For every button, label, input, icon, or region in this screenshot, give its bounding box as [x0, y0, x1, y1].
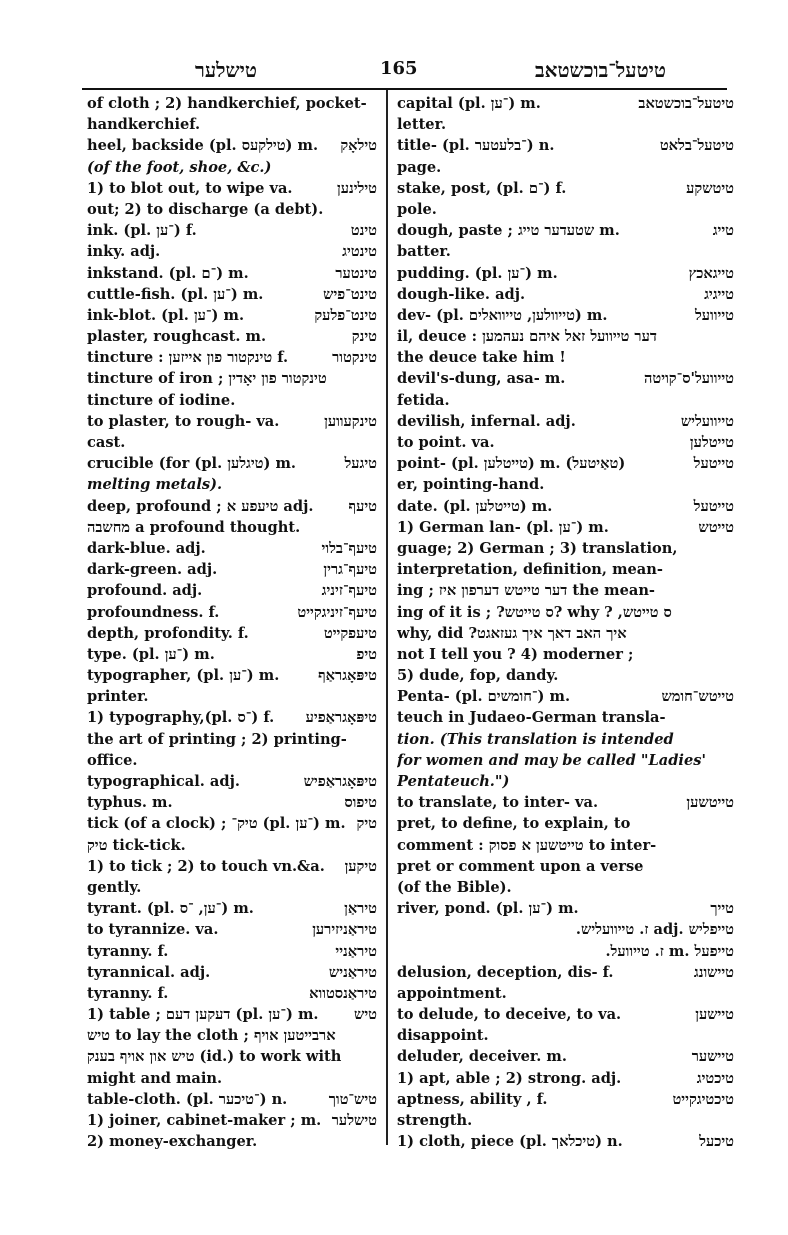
entry-text: comment : טייטשען א פסוק to inter-: [397, 836, 657, 854]
entry-text: טיק tick-tick.: [87, 836, 186, 854]
entry-line: [87, 114, 377, 135]
entry-line: [87, 368, 377, 389]
headword: טינט: [350, 222, 377, 240]
entry-text: typographical. adj.: [87, 773, 240, 790]
right-column: [397, 93, 734, 1152]
headword: טינט־פיש: [323, 285, 377, 303]
entry-line: [87, 707, 377, 728]
entry-line: [87, 93, 377, 114]
entry-line: [87, 983, 377, 1004]
entry-text: river, pond. (pl. ־ען) m.: [397, 900, 579, 918]
headword: טיישען: [695, 1006, 734, 1024]
entry-text: deep, profound ; טיעפע א adj.: [87, 497, 314, 515]
headword: טיראַניי: [335, 942, 377, 960]
entry-line: [87, 729, 377, 750]
entry-line: [397, 686, 734, 707]
entry-text: 1) German lan- (pl. ־ען) m.: [397, 518, 609, 536]
entry-text: fetida.: [397, 391, 450, 409]
headword: טייפליש .adj ז. טייוועליש.: [575, 921, 734, 939]
entry-text: Pentateuch."): [397, 773, 510, 790]
entry-line: [397, 432, 734, 453]
entry-text: aptness, ability , f.: [397, 1090, 548, 1108]
entry-line: [397, 835, 734, 856]
headword: טיכעל: [699, 1133, 734, 1151]
entry-text: handkerchief.: [87, 116, 201, 134]
entry-line: [397, 284, 734, 305]
entry-line: [397, 1004, 734, 1025]
entry-text: strength.: [397, 1112, 473, 1129]
entry-line: [397, 1089, 734, 1110]
entry-text: ing of it is ; ?ס טייטש? why ? ,ס טייטש: [397, 603, 672, 621]
entry-line: [87, 644, 377, 665]
entry-text: tincture of iodine.: [87, 391, 236, 409]
entry-text: capital (pl. ־ען) m.: [397, 95, 541, 112]
entry-text: 1) cloth, piece (pl. טיכלאך) n.: [397, 1133, 623, 1151]
entry-line: [397, 220, 734, 241]
entry-line: [397, 559, 734, 580]
entry-text: tyrannical. adj.: [87, 963, 211, 981]
column-divider: [386, 90, 388, 1145]
entry-line: [397, 771, 734, 792]
entry-line: [397, 962, 734, 983]
entry-line: [397, 856, 734, 877]
entry-text: 1) to blot out, to wipe va.: [87, 179, 293, 197]
entry-line: [397, 199, 734, 220]
entry-line: [87, 771, 377, 792]
entry-line: [87, 199, 377, 220]
headword: טיראַנסטווא: [309, 984, 377, 1002]
entry-text: 5) dude, fop, dandy.: [397, 667, 559, 685]
entry-line: [397, 474, 734, 495]
entry-line: [87, 1004, 377, 1025]
entry-line: [87, 665, 377, 686]
entry-text: 1) apt, able ; 2) strong. adj.: [397, 1069, 622, 1087]
entry-text: typhus. m.: [87, 794, 173, 812]
entry-text: il, deuce : דער טייוועל זאל איהם נעהמען: [397, 328, 657, 346]
entry-line: [87, 135, 377, 156]
entry-line: [397, 580, 734, 601]
headword: טיעף־גרין: [323, 561, 377, 579]
entry-line: [87, 241, 377, 262]
headword: טייוועל: [694, 306, 734, 324]
entry-text: טיש און אויף בענק (id.) to work with: [87, 1048, 342, 1066]
entry-text: deluder, deceiver. m.: [397, 1048, 567, 1066]
entry-line: [87, 919, 377, 940]
entry-line: [87, 623, 377, 644]
entry-text: the art of printing ; 2) printing-: [87, 730, 347, 748]
headword: טיעף־זיניג: [321, 582, 377, 600]
entry-text: plaster, roughcast. m.: [87, 328, 267, 346]
entry-text: pole.: [397, 200, 437, 218]
headword: טייטשען: [686, 794, 734, 812]
entry-line: [397, 729, 734, 750]
entry-line: [397, 326, 734, 347]
headword: טייוועליש: [680, 412, 734, 430]
entry-text: might and main.: [87, 1069, 223, 1087]
entry-text: letter.: [397, 116, 447, 134]
entry-text: why, did ?איך האב דאך איך געזאגט: [397, 624, 627, 642]
entry-text: not I tell you ? 4) moderner ;: [397, 645, 634, 663]
entry-text: dough-like. adj.: [397, 285, 526, 303]
entry-text: profound. adj.: [87, 582, 203, 600]
headword: טינט־פלעק: [314, 306, 377, 324]
entry-line: [397, 813, 734, 834]
entry-text: interpretation, definition, mean-: [397, 561, 663, 579]
entry-line: [87, 432, 377, 453]
entry-text: 2) money-exchanger.: [87, 1133, 258, 1151]
headword: טיעף: [348, 497, 377, 515]
entry-line: [397, 877, 734, 898]
entry-line: [397, 898, 734, 919]
entry-text: printer.: [87, 688, 149, 706]
entry-text: to point. va.: [397, 434, 495, 451]
entry-line: [87, 347, 377, 368]
entry-line: [397, 114, 734, 135]
headword: טינטער: [335, 264, 377, 282]
entry-line: [87, 496, 377, 517]
headword: טיעף־בלוי: [321, 539, 377, 557]
entry-line: [87, 898, 377, 919]
entry-text: (of the foot, shoe, &c.): [87, 158, 272, 176]
entry-line: [87, 326, 377, 347]
headword: טיטעל־בוכשטאב: [638, 95, 734, 112]
headword: טיראַניזירען: [312, 921, 377, 939]
entry-line: [87, 263, 377, 284]
entry-line: [397, 347, 734, 368]
entry-text: ink-blot. (pl. ־ען) m.: [87, 306, 245, 324]
headword: טייטלען: [689, 434, 734, 451]
entry-line: [397, 368, 734, 389]
entry-line: [87, 284, 377, 305]
entry-text: type. (pl. ־ען) m.: [87, 645, 215, 663]
entry-line: [87, 877, 377, 898]
entry-line: [397, 1025, 734, 1046]
headword: טייוועל'ס־קויטה: [644, 370, 734, 388]
entry-text: 1) typography,(pl. ־ס) f.: [87, 709, 275, 727]
entry-line: [397, 496, 734, 517]
entry-line: [397, 665, 734, 686]
entry-line: [87, 559, 377, 580]
entry-text: for women and may be called "Ladies': [397, 751, 706, 769]
entry-line: [87, 792, 377, 813]
entry-line: [87, 517, 377, 538]
entry-text: profoundness. f.: [87, 603, 220, 621]
entry-text: inkstand. (pl. ־ם) m.: [87, 264, 249, 282]
entry-text: tincture of iron ; טינקטור פון יאָדין: [87, 370, 327, 388]
headword: טילינען: [336, 179, 377, 197]
entry-line: [87, 813, 377, 834]
entry-text: devilish, infernal. adj.: [397, 412, 576, 430]
entry-line: [87, 1068, 377, 1089]
entry-text: pret or comment upon a verse: [397, 857, 644, 875]
headword: טייגאכץ: [688, 264, 734, 282]
headword: טייטעל: [693, 497, 734, 515]
entry-text: dough, paste ; שטעדער טייג m.: [397, 222, 620, 240]
entry-text: to translate, to inter- va.: [397, 794, 599, 812]
entry-line: [87, 453, 377, 474]
headword: טייגיג: [704, 285, 734, 303]
entry-text: date. (pl. טייטלען) m.: [397, 497, 553, 515]
entry-text: batter.: [397, 243, 451, 261]
entry-line: [87, 220, 377, 241]
entry-line: [397, 135, 734, 156]
entry-line: [87, 157, 377, 178]
headword: טינקטור: [332, 349, 377, 367]
entry-text: tion. (This translation is intended: [397, 730, 674, 748]
headword: טיכטיג: [696, 1069, 734, 1087]
headword: טישלער: [331, 1112, 377, 1129]
entry-line: [397, 983, 734, 1004]
entry-text: delusion, deception, dis- f.: [397, 963, 614, 981]
entry-line: [87, 1110, 377, 1131]
headword: טיפוס: [344, 794, 377, 812]
entry-text: tincture : טינקטור פון אייזען f.: [87, 349, 289, 367]
entry-text: to delude, to deceive, to va.: [397, 1006, 622, 1024]
headword: טיגעל: [344, 455, 377, 473]
entry-text: melting metals).: [87, 476, 223, 494]
headword: טילאָק: [340, 137, 377, 155]
entry-line: [397, 750, 734, 771]
entry-line: [397, 623, 734, 644]
entry-line: [397, 453, 734, 474]
entry-text: gently.: [87, 878, 142, 896]
entry-line: [87, 941, 377, 962]
entry-line: [87, 305, 377, 326]
headword: טיעף־זיניגקייט: [297, 603, 377, 621]
entry-line: [87, 962, 377, 983]
entry-text: devil's-dung, asa- m.: [397, 370, 566, 388]
entry-text: 1) to tick ; 2) to touch vn.&a.: [87, 857, 325, 875]
entry-line: [87, 538, 377, 559]
entry-line: [87, 411, 377, 432]
left-column: [87, 93, 377, 1152]
headword: טיישונג: [693, 963, 734, 981]
entry-text: מחשבה a profound thought.: [87, 518, 301, 536]
entry-line: [397, 1046, 734, 1067]
entry-text: 1) table ; דעקען דעם (pl. ־ען) m.: [87, 1006, 319, 1024]
header-right-word: טיטעל־בוכשטאב: [535, 58, 666, 82]
entry-text: heel, backside (pl. טילקעס) m.: [87, 137, 319, 155]
entry-line: [87, 474, 377, 495]
entry-text: crucible (for (pl. טיגלען) m.: [87, 455, 297, 473]
entry-line: [397, 602, 734, 623]
entry-text: Penta- (pl. ־חומשים) m.: [397, 688, 571, 706]
entry-line: [87, 602, 377, 623]
header-rule: [82, 88, 727, 90]
headword: טיק: [356, 815, 377, 833]
entry-line: [397, 941, 734, 962]
entry-text: tyranny. f.: [87, 984, 169, 1002]
entry-line: [87, 1025, 377, 1046]
entry-text: inky. adj.: [87, 243, 161, 261]
headword: טייג: [712, 222, 734, 240]
entry-line: [397, 644, 734, 665]
headword: טייפעל .m ז. טייוועל.: [605, 942, 734, 960]
entry-line: [87, 750, 377, 771]
headword: טיש: [354, 1006, 377, 1024]
entry-line: [87, 580, 377, 601]
entry-line: [87, 178, 377, 199]
headword: טיכטיגקייט: [672, 1090, 734, 1108]
entry-text: טיש to lay the cloth ; ארבייטען אויף: [87, 1027, 336, 1045]
entry-line: [397, 1110, 734, 1131]
entry-line: [397, 1131, 734, 1152]
entry-text: office.: [87, 751, 138, 769]
entry-text: cast.: [87, 434, 126, 451]
entry-text: dark-green. adj.: [87, 561, 218, 579]
entry-text: (of the Bible).: [397, 878, 512, 896]
headword: טייך: [710, 900, 734, 918]
headword: טיישער: [691, 1048, 734, 1066]
headword: טיפּאָגראַף: [318, 667, 377, 685]
entry-line: [397, 305, 734, 326]
headword: טינטיג: [342, 243, 377, 261]
entry-text: table-cloth. (pl. ־טיכער) n.: [87, 1090, 288, 1108]
page-header: [60, 58, 728, 88]
entry-line: [397, 93, 734, 114]
entry-line: [397, 241, 734, 262]
entry-line: [397, 178, 734, 199]
entry-line: [87, 856, 377, 877]
entry-text: pudding. (pl. ־ען) m.: [397, 264, 558, 282]
headword: טיראַניש: [328, 963, 377, 981]
entry-line: [397, 707, 734, 728]
entry-text: disappoint.: [397, 1027, 489, 1045]
entry-text: out; 2) to discharge (a debt).: [87, 200, 324, 218]
headword: טיפ: [356, 645, 377, 663]
entry-line: [397, 263, 734, 284]
headword: טיראַן: [344, 900, 377, 918]
entry-text: tyrant. (pl. ־ען, ־ס) m.: [87, 900, 254, 918]
entry-text: appointment.: [397, 984, 507, 1002]
entry-text: teuch in Judaeo-German transla-: [397, 709, 666, 727]
entry-text: the deuce take him !: [397, 349, 566, 367]
entry-text: tick (of a clock) ; טיק־ (pl. ־ען) m.: [87, 815, 346, 833]
headword: טינק: [351, 328, 377, 346]
entry-line: [87, 835, 377, 856]
entry-text: er, pointing-hand.: [397, 476, 545, 494]
entry-line: [87, 1089, 377, 1110]
entry-text: 1) joiner, cabinet-maker ; m.: [87, 1112, 322, 1129]
entry-text: dark-blue. adj.: [87, 539, 206, 557]
page-number: 165: [380, 58, 418, 79]
headword: טייטעל: [693, 455, 734, 473]
entry-text: typographer, (pl. ־ען) m.: [87, 667, 280, 685]
headword: טיעפקייט: [323, 624, 377, 642]
headword: טיש־טוך: [328, 1090, 377, 1108]
headword: טיפּאָגראַפיע: [305, 709, 377, 727]
entry-line: [397, 390, 734, 411]
entry-text: pret, to define, to explain, to: [397, 815, 631, 833]
entry-line: [87, 686, 377, 707]
entry-text: of cloth ; 2) handkerchief, pocket-: [87, 95, 367, 112]
entry-text: guage; 2) German ; 3) translation,: [397, 539, 678, 557]
entry-text: depth, profondity. f.: [87, 624, 249, 642]
headword: טייטש־חומש: [661, 688, 734, 706]
entry-line: [87, 1131, 377, 1152]
headword: טיפּאָגראַפיש: [303, 773, 377, 790]
entry-line: [87, 390, 377, 411]
entry-line: [397, 411, 734, 432]
entry-line: [397, 517, 734, 538]
entry-text: dev- (pl. טייוולען, טייוואלים) m.: [397, 306, 608, 324]
headword: טייטש: [698, 518, 734, 536]
entry-text: to plaster, to rough- va.: [87, 412, 280, 430]
entry-line: [397, 1068, 734, 1089]
entry-text: cuttle-fish. (pl. ־ען) m.: [87, 285, 264, 303]
entry-text: ink. (pl. ־ען) f.: [87, 222, 197, 240]
entry-text: tyranny. f.: [87, 942, 169, 960]
entry-text: stake, post, (pl. ־ם) f.: [397, 179, 567, 197]
entry-text: page.: [397, 158, 442, 176]
entry-text: to tyrannize. va.: [87, 921, 219, 939]
entry-line: [397, 538, 734, 559]
entry-line: [397, 919, 734, 940]
entry-line: [397, 792, 734, 813]
entry-line: [397, 157, 734, 178]
entry-text: point- (pl. טייטלען) m. (טאַיטעל): [397, 455, 626, 473]
headword: טיטשקע: [686, 179, 734, 197]
headword: טיטעל־בלאט: [659, 137, 734, 155]
entry-line: [87, 1046, 377, 1067]
entry-text: ing ; דער טייטש דערפון איז the mean-: [397, 582, 655, 600]
header-left-word: טישלער: [195, 58, 257, 82]
headword: טינקעווען: [324, 412, 377, 430]
headword: טיקען: [344, 857, 377, 875]
entry-text: title- (pl. ־בלעטער) n.: [397, 137, 555, 155]
